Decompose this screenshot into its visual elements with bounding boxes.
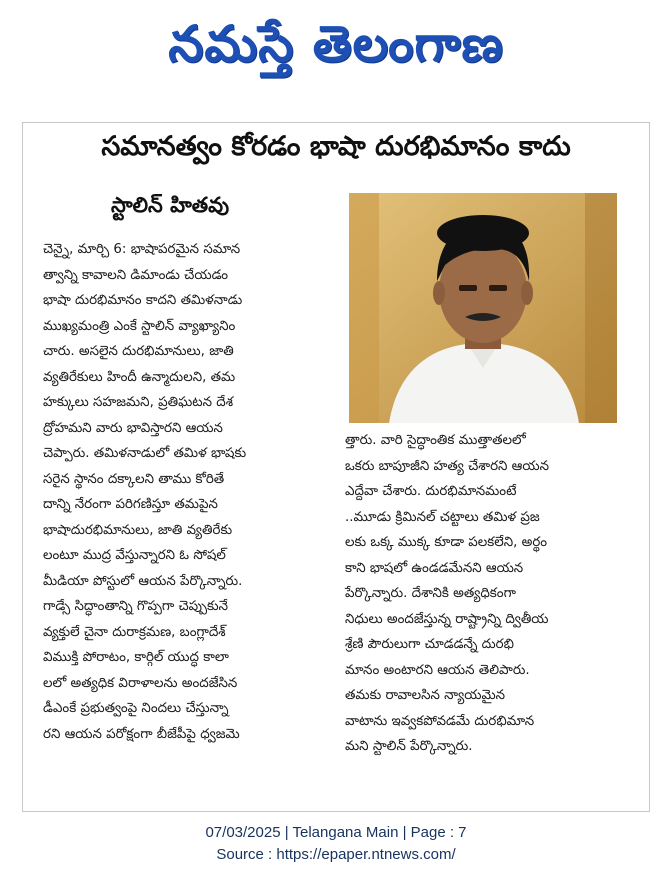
article-line: లకు ఒక్క ముక్క కూడా పలకలేని, అర్థం [345,535,548,550]
article-line: లంటూ ముద్ర వేస్తున్నారని ఓ సోషల్ [43,548,226,563]
newspaper-title: నమస్తే తెలంగాణ [168,14,504,73]
article-line: త్తారు. వారి సైద్ధాంతిక ముత్తాతలలో [345,433,526,448]
article-line: ముఖ్యమంత్రి ఎంకే స్టాలిన్ వ్యాఖ్యానిం [43,318,236,334]
news-clipping [22,122,650,812]
article-line: తమకు రావాలసిన న్యాయమైన [345,688,506,703]
article-line: ద్రోహమని వారు భావిస్తారని ఆయన [43,420,223,436]
article-line: వ్యతిరేకులు హిందీ ఉన్మాదులని, తమ [43,369,236,385]
article-line: మీడియా పోస్టులో ఆయన పేర్కొన్నారు. [43,573,243,589]
masthead [0,0,672,100]
article-line: హక్కులు సహజమని, ప్రతిఘటన దేశ [43,395,234,410]
article-line: నిధులు అందజేస్తున్న రాష్ట్రాన్ని ద్వితీయ [345,611,549,627]
article-line: భాషాదురభిమానులు, జాతి వ్యతిరేకు [43,522,233,538]
article-line: శ్రేణి పౌరులుగా చూడడన్నే దురభి [345,637,514,652]
article-line: వాటాను ఇవ్వకపోవడమే దురభిమాన [345,713,535,729]
article-line: లలో అత్యధిక విరాళాలను అందజేసిన [43,675,238,691]
portrait-illustration [349,193,617,423]
edition-info: 07/03/2025 | Telangana Main | Page : 7 [205,824,467,841]
article-line: మని స్టాలిన్ పేర్కొన్నారు. [345,739,473,754]
article-line: మానం అంటారని ఆయన తెలిపారు. [345,662,530,678]
article-line: చెన్నై, మార్చి 6: భాషాపరమైన సమాన [43,242,241,257]
article-line: డీఎంకే ప్రభుత్వంపై నిందలు చేస్తున్నా [43,701,229,716]
article-line: త్వాన్ని కావాలని డిమాండు చేయడం [43,267,229,283]
clipping-footer [0,822,672,866]
article-line: ..మూడు క్రిమినల్ చట్టాలు తమిళ ప్రజ [345,509,540,525]
article-line: విముక్తి పోరాటం, కార్గిల్ యుద్ధ కాలా [43,650,229,665]
article-line: పేర్కొన్నారు. దేశానికి అత్యధికంగా [345,586,516,601]
article-headline: సమానత్వం కోరడం భాషా దురభిమానం కాదు [101,131,571,162]
article-line: వ్యక్తులే చైనా దురాక్రమణ, బంగ్లాదేశ్ [43,624,226,640]
article-line: ఒకరు బాపూజీని హత్య చేశారని ఆయన [345,458,549,474]
article-line: భాషా దురభిమానం కాదని తమిళనాడు [43,293,243,308]
source-url: Source : https://epaper.ntnews.com/ [216,846,456,863]
article-line: కాని భాషలో ఉండడమేనని ఆయన [345,560,524,576]
article-column-left [43,237,328,747]
article-column-right [345,428,630,760]
article-subhead: స్టాలిన్ హితవు [111,193,230,217]
article-line: గాడ్సే సిద్ధాంతాన్ని గొప్పగా చెప్పుకునే [43,599,229,614]
article-line: చెప్పారు. తమిళనాడులో తమిళ భాషకు [43,446,247,461]
article-line: దాన్ని నేరంగా పరిగణిస్తూ తమపైన [43,497,218,512]
article-line: చారు. అసలైన దురభిమానులు, జాతి [43,344,234,359]
article-line: సరైన స్థానం దక్కాలని తాము కోరితే [43,471,225,487]
article-line: రని ఆయన పరోక్షంగా బీజేపీపై ధ్వజమె [43,726,240,742]
article-line: ఎద్దేవా చేశారు. దురభిమానమంటే [345,484,517,499]
photo-stalin [349,193,617,423]
